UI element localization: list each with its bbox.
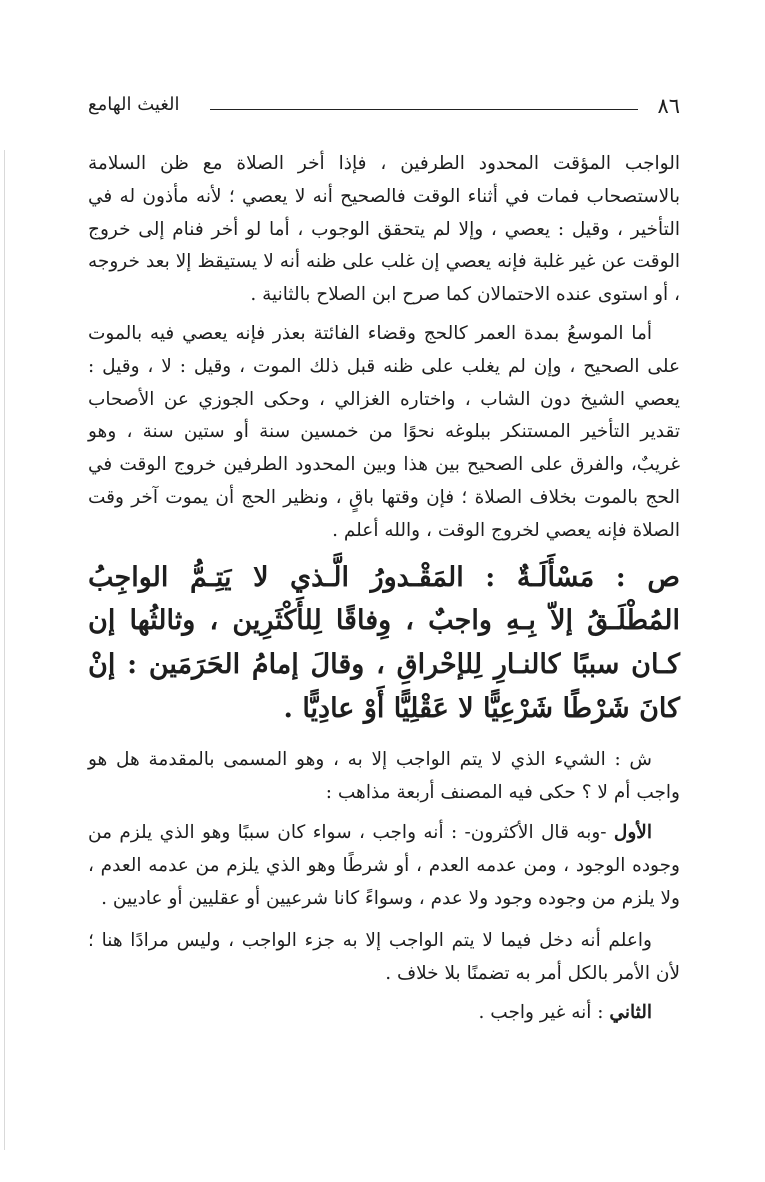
second-opinion-label: الثاني	[609, 1001, 652, 1023]
paragraph-second-opinion	[88, 997, 680, 1030]
page-number: ٨٦	[657, 94, 680, 118]
paragraph-commentary-1: الواجب المؤقت المحدود الطرفين ، فإذا أخر الصلاة مع ظن السلامة بالاستصحاب فمات في أثناء الوقت فالصحيح أنه لا يعصي ؛ لأنه مأذون له في التأخير ، وقيل : يعصي ، وإلا لم يتحقق الوجوب ، أما لو أخر فنام إلى خروج الوقت عن غير غلبة فإنه يعصي إن غلب على ظنه أنه لا يستيقظ إلا بعد خروجه ، أو استوى عنده الاحتمالان كما صرح ابن الصلاح بالثانية .	[88, 153, 680, 306]
page-body	[88, 148, 680, 1030]
page-edge-line	[4, 150, 5, 1150]
book-title: الغيث الهامع	[88, 94, 180, 115]
paragraph-sharh-intro: ش : الشيء الذي لا يتم الواجب إلا به ، وهو المسمى بالمقدمة هل هو واجب أم لا ؟ حكى فيه المصنف أربعة مذاهب :	[88, 749, 680, 804]
matn-heading: ص : مَسْأَلَـةٌ : المَقْـدورُ الَّـذي لا يَتِـمُّ الواجِبُ المُطْلَـقُ إلاّ بِـهِ واجبٌ ، وِفاقًا لِلأَكْثَرِين ، وثالثُها إن كـان سببًا كالنـارِ لِلإحْراقِ ، وقالَ إمامُ الحَرَمَين : إنْ كانَ شَرْطًا شَرْعِيًّا لا عَقْلِيًّا أَوْ عادِيًّا .	[88, 561, 680, 724]
second-opinion-text: : أنه غير واجب .	[478, 1001, 610, 1023]
paragraph-note: واعلم أنه دخل فيما لا يتم الواجب إلا به جزء الواجب ، وليس مرادًا هنا ؛ لأن الأمر بالكل أمر به تضمنًا بلا خلاف .	[88, 930, 680, 985]
paragraph-first-opinion	[88, 817, 680, 915]
first-opinion-label: الأول	[613, 821, 652, 843]
running-header	[88, 92, 680, 126]
first-opinion-text: -وبه قال الأكثرون- : أنه واجب ، سواء كان سببًا وهو الذي يلزم من وجوده الوجود ، ومن عدمه العدم ، أو شرطًا وهو الذي يلزم من عدمه العدم ، ولا يلزم من وجوده وجود ولا عدم ، وسواءً كانا شرعيين أو عقليين أو عاديين .	[88, 821, 680, 909]
paragraph-commentary-2: أما الموسعُ بمدة العمر كالحج وقضاء الفائتة بعذر فإنه يعصي فيه بالموت على الصحيح ، وإن لم يغلب على ظنه قبل ذلك الموت ، وقيل : لا ، وقيل : يعصي الشيخ دون الشاب ، واختاره الغزالي ، وحكى الجوزي عن الأصحاب تقدير التأخير المستنكر ببلوغه نحوًا من خمسين سنة أو ستين سنة ، وهو غريبٌ، والفرق على الصحيح بين هذا وبين المحدود الطرفين خروج الوقت في الحج بالموت بخلاف الصلاة ؛ فإن وقتها باقٍ ، ونظير الحج أن يموت آخر وقت الصلاة فإنه يعصي لخروج الوقت ، والله أعلم .	[88, 322, 680, 541]
header-rule	[210, 109, 638, 110]
